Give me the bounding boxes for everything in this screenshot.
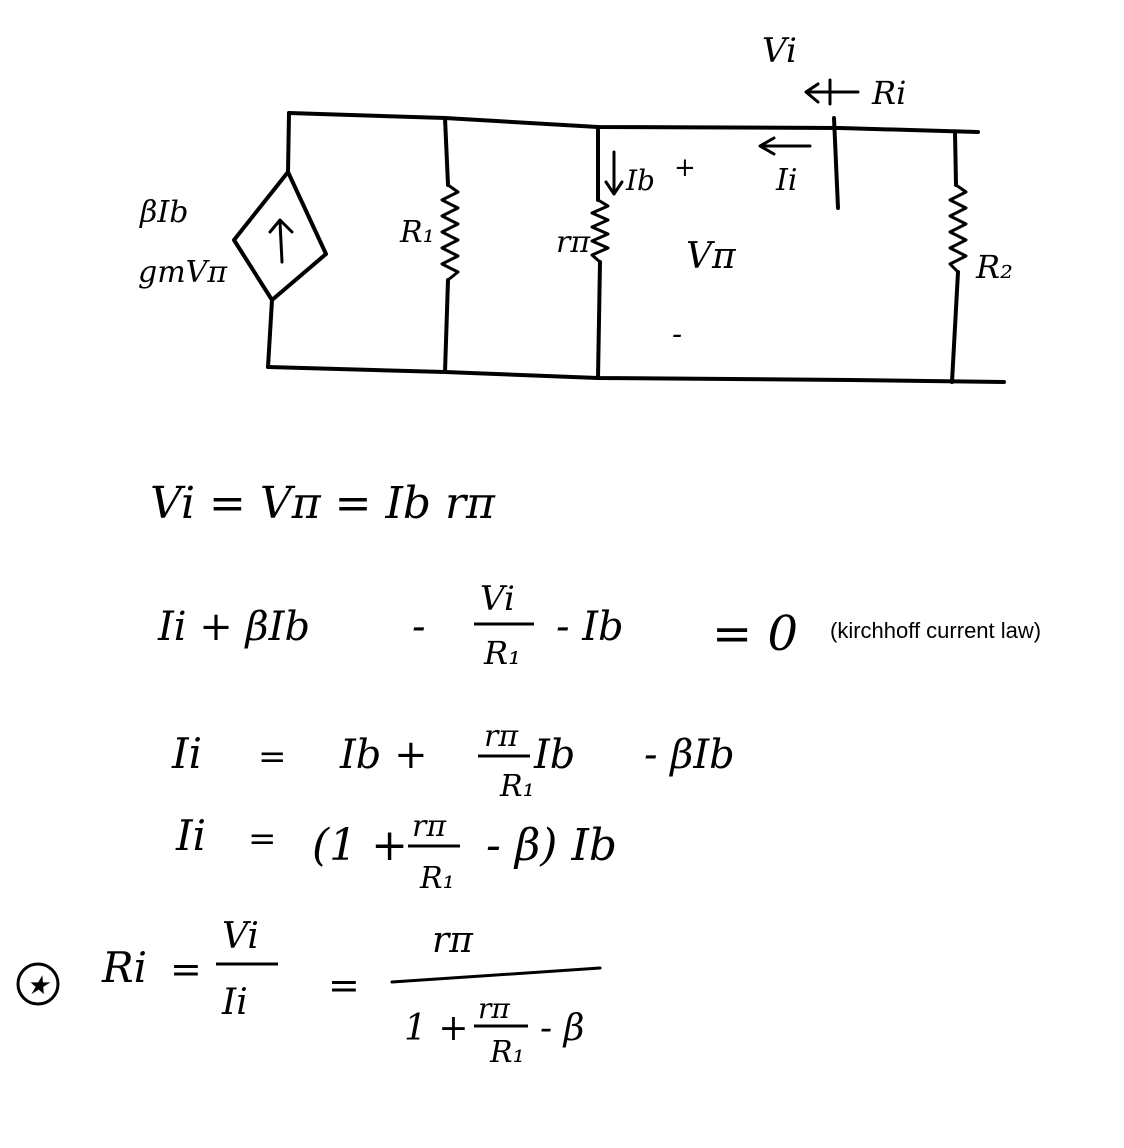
- rpi-resistor: [592, 200, 608, 262]
- eq4-equals: =: [248, 819, 277, 859]
- eq4-numerator: rπ: [412, 809, 447, 844]
- eq3-term3: - βIb: [644, 732, 735, 778]
- result-marker-icon: ★: [26, 971, 50, 1001]
- ib-label: Ib: [626, 164, 655, 197]
- kcl-note: (kirchhoff current law): [830, 618, 1042, 643]
- r1-label: R₁: [400, 215, 435, 250]
- source-wire-bottom: [268, 300, 272, 367]
- eq2-equals-zero: = 0: [712, 606, 799, 662]
- circuit-labels: [138, 31, 1013, 352]
- eq5-den-denominator: R₁: [490, 1035, 525, 1070]
- ii-label: Ii: [776, 163, 798, 198]
- equation-3: [171, 719, 735, 804]
- eq2-denominator: R₁: [484, 634, 521, 672]
- eq3-equals: =: [258, 737, 287, 777]
- vpi-minus-sign: -: [672, 317, 683, 352]
- r2-wire-bottom: [952, 272, 958, 382]
- eq5-equals-2: =: [328, 963, 360, 1007]
- eq5-fraction-bar-2: [392, 968, 600, 982]
- eq4-lhs: Ii: [176, 811, 207, 860]
- source-label-gm-vpi: gmVπ: [138, 255, 228, 290]
- equation-1: [150, 478, 496, 529]
- eq5-den-numerator: rπ: [478, 992, 510, 1025]
- eq5-denominator-1: Ii: [222, 982, 248, 1023]
- eq5-numerator-2: rπ: [432, 920, 473, 961]
- eq4-close: - β) Ib: [486, 820, 617, 871]
- bottom-wire: [268, 367, 1004, 382]
- r1-wire-top: [445, 118, 448, 185]
- ri-arrow-icon: [806, 84, 858, 102]
- r2-wire-top: [955, 132, 956, 185]
- rpi-label: rπ: [556, 225, 591, 260]
- eq5-lhs: Ri: [102, 943, 148, 992]
- eq5-den-part-b: - β: [540, 1008, 585, 1049]
- r2-resistor: [950, 185, 966, 272]
- r1-wire-bottom: [445, 280, 448, 372]
- vi-label: Vi: [762, 31, 797, 71]
- eq4-open: (1 +: [312, 820, 409, 871]
- circuit-diagram: [234, 80, 1004, 382]
- r1-resistor: [442, 185, 458, 280]
- source-label-beta-ib: βIb: [140, 195, 189, 230]
- equation-4: [175, 809, 617, 896]
- equation-5: [18, 916, 600, 1070]
- eq1-text: Vi = Vπ = Ib rπ: [150, 478, 495, 529]
- ib-arrow-icon: [606, 152, 622, 194]
- eq3-term1: Ib +: [340, 732, 428, 778]
- ii-arrow-icon: [760, 138, 810, 154]
- source-wire-top: [288, 113, 289, 172]
- eq4-denominator: R₁: [420, 861, 455, 896]
- rpi-wire-bottom: [598, 262, 600, 378]
- eq5-den-part-a: 1 +: [404, 1008, 469, 1049]
- eq3-term2: Ib: [534, 732, 576, 778]
- equation-2: [157, 579, 1041, 672]
- eq2-minus: -: [412, 604, 426, 650]
- eq5-equals-1: =: [170, 947, 202, 991]
- eq3-numerator: rπ: [484, 719, 519, 754]
- eq2-rest: - Ib: [556, 604, 624, 650]
- input-port-line: [834, 118, 838, 208]
- top-wire: [289, 113, 978, 132]
- r2-label: R₂: [976, 248, 1013, 286]
- vpi-label: Vπ: [686, 236, 736, 277]
- source-arrow-icon: [270, 220, 292, 262]
- eq3-denominator: R₁: [500, 769, 535, 804]
- eq3-lhs: Ii: [172, 729, 203, 778]
- eq2-numerator: Vi: [480, 579, 515, 619]
- eq5-numerator-1: Vi: [222, 916, 259, 957]
- vpi-plus-sign: +: [674, 153, 696, 183]
- eq2-lhs: Ii + βIb: [158, 604, 311, 650]
- ri-label: Ri: [872, 74, 907, 112]
